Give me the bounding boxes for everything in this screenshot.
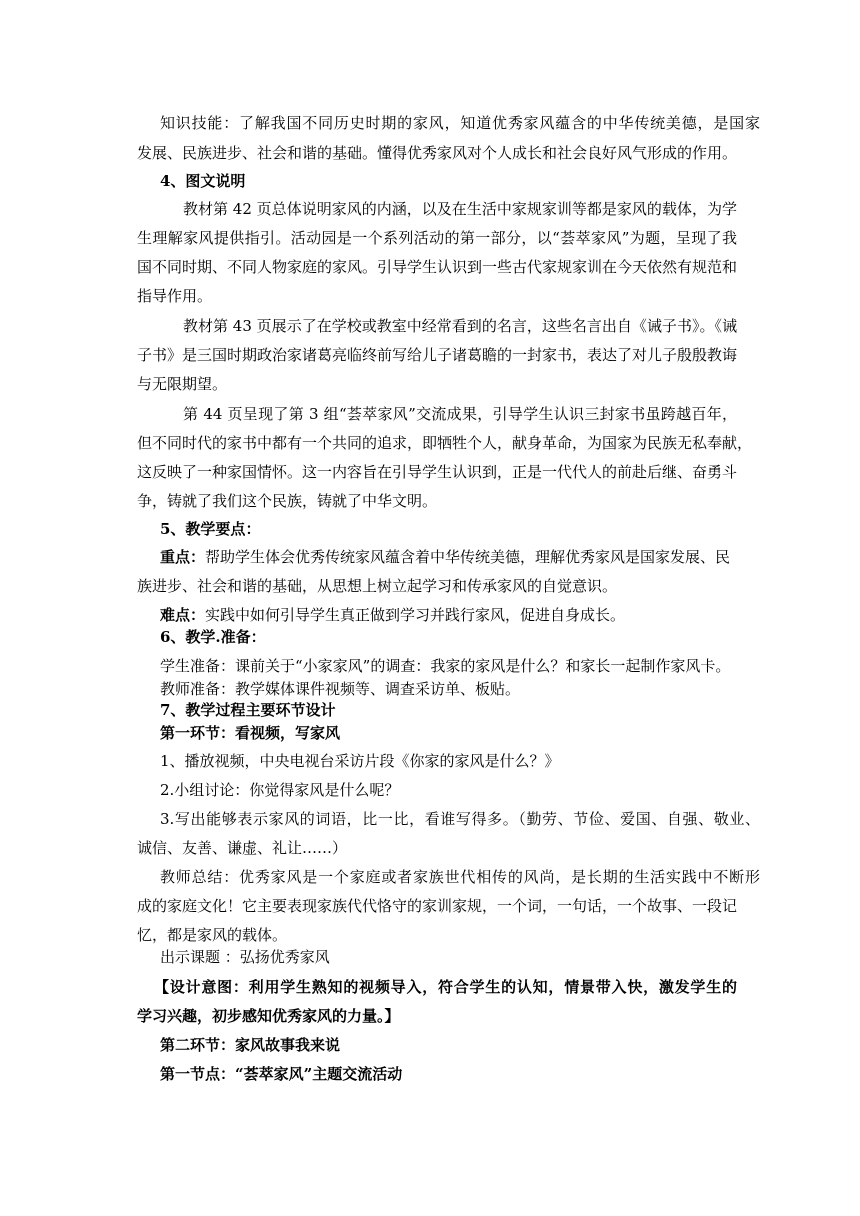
lesson-topic: 出示课题 ：弘扬优秀家风 — [160, 948, 330, 966]
teacher-summary-line-2: 成的家庭文化！它主要表现家族代代恪守的家训家规，一个词，一句话，一个故事、一段记 — [137, 897, 738, 915]
key-point-line-2: 族进步、社会和谐的基础，从思想上树立起学习和传承家风的自觉意识。 — [137, 577, 618, 595]
paragraph-p43-line-2: 子书》是三国时期政治家诸葛亮临终前写给儿子诸葛瞻的一封家书，表达了对儿子殷殷教诲 — [137, 346, 738, 364]
paragraph-p44-line-3: 这反映了一种家国情怀。这一内容旨在引导学生认识到，正是一代代人的前赴后继、奋勇斗 — [137, 463, 738, 481]
difficulty-line — [160, 605, 760, 625]
teacher-summary-line-1: 教师总结：优秀家风是一个家庭或者家族世代相传的风尚，是长期的生活实践中不断形 — [160, 868, 760, 886]
stage-one-step-3-line-2: 诚信、友善、谦虚、礼让……） — [137, 839, 348, 857]
stage-one-step-3-line-1: 3.写出能够表示家风的词语，比一比，看谁写得多。（勤劳、节俭、爱国、自强、敬业、 — [160, 810, 760, 828]
objective-line-1: 知识技能：了解我国不同历史时期的家风，知道优秀家风蕴含的中华传统美德，是国家 — [160, 114, 760, 132]
paragraph-p43-line-1: 教材第 43 页展示了在学校或教室中经常看到的名言，这些名言出自《诫子书》。《诫 — [183, 317, 737, 335]
difficulty-label: 难点： — [160, 606, 206, 624]
paragraph-p44-line-2: 但不同时代的家书中都有一个共同的追求，即牺牲个人，献身革命，为国家为民族无私奉献， — [137, 434, 753, 452]
stage-one-step-1: 1、播放视频，中央电视台采访片段《你家的家风是什么？》 — [160, 752, 560, 770]
teacher-preparation: 教师准备：教学媒体课件视频等、调查采访单、板贴。 — [160, 680, 521, 698]
objective-line-2: 发展、民族进步、社会和谐的基础。懂得优秀家风对个人成长和社会良好风气形成的作用。 — [137, 144, 738, 162]
stage-one-step-2: 2.小组讨论：你觉得家风是什么呢？ — [160, 781, 400, 799]
design-intent-line-1: 【设计意图：利用学生熟知的视频导入，符合学生的认知，情景带入快，激发学生的 — [154, 978, 737, 996]
heading-preparation: 6、教学.准备： — [160, 628, 266, 646]
key-point-line-1 — [160, 547, 760, 567]
design-intent-line-2: 学习兴趣，初步感知优秀家风的力量。】 — [137, 1007, 400, 1025]
paragraph-p44-line-1: 第 44 页呈现了第 3 组“荟萃家风”交流成果，引导学生认识三封家书虽跨越百年， — [183, 405, 737, 423]
paragraph-p43-line-3: 与无限期望。 — [137, 375, 228, 393]
heading-key-points: 5、教学要点： — [160, 520, 261, 538]
paragraph-p44-line-4: 争，铸就了我们这个民族，铸就了中华文明。 — [137, 492, 438, 510]
paragraph-p42-line-2: 生理解家风提供指引。活动园是一个系列活动的第一部分，以“荟萃家风”为题，呈现了我 — [137, 229, 737, 247]
paragraph-p42-line-4: 指导作用。 — [137, 287, 213, 305]
key-point-label: 重点： — [160, 548, 206, 566]
node-one-title: 第一节点：“荟萃家风”主题交流活动 — [160, 1065, 403, 1083]
paragraph-p42-line-3: 国不同时期、不同人物家庭的家风。引导学生认识到一些古代家规家训在今天依然有规范和 — [137, 258, 738, 276]
key-point-text: 帮助学生体会优秀传统家风蕴含着中华传统美德，理解优秀家风是国家发展、民 — [205, 548, 731, 566]
stage-two-title: 第二环节：家风故事我来说 — [160, 1036, 341, 1054]
stage-one-title: 第一环节：看视频，写家风 — [160, 724, 341, 742]
heading-process: 7、教学过程主要环节设计 — [160, 701, 336, 719]
heading-illustration: 4、图文说明 — [160, 172, 246, 190]
paragraph-p42-line-1: 教材第 42 页总体说明家风的内涵，以及在生活中家规家训等都是家风的载体，为学 — [183, 200, 737, 218]
teacher-summary-line-3: 忆，都是家风的载体。 — [137, 926, 288, 944]
difficulty-text: 实践中如何引导学生真正做到学习并践行家风，促进自身成长。 — [205, 606, 626, 624]
student-preparation: 学生准备：课前关于“小家家风”的调查：我家的家风是什么？和家长一起制作家风卡。 — [160, 657, 731, 675]
